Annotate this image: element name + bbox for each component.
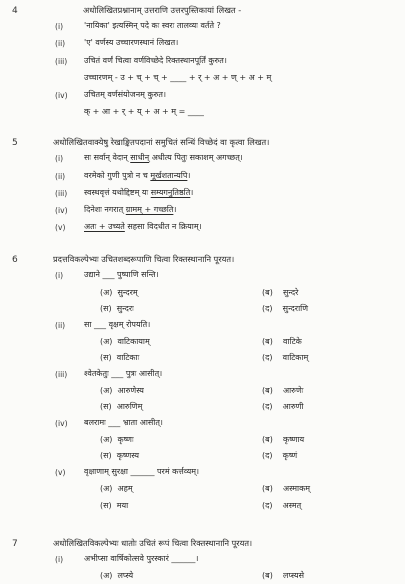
q6-item-5-text: वृक्षाणाम् सुरक्षा ______ परमं कर्त्तव्यम्। (84, 467, 200, 476)
q4-item-3-number: (iii) (55, 57, 68, 66)
q5-item-2-number: (ii) (55, 172, 66, 181)
question-5-number: 5 (12, 138, 18, 148)
question-7-number: 7 (12, 539, 18, 549)
q4-item-3-text: उचितं वर्णं चित्वा वर्णविच्छेदे रिक्तस्थानपूर्तिं कुरुत। (84, 56, 227, 65)
q4-item-3-fill-line: उच्चारणम् - उ + च् + च् + ____ + र् + अ + ण् + अ + म् (84, 73, 272, 82)
q6-item-3-text: श्वेतकेतुः ___ पुत्रः आसीत्। (84, 369, 163, 378)
q6-item-2-option-c: (स) वाटिकाः (100, 353, 140, 362)
q6-item-4-option-c: (स) कृष्णस्य (100, 451, 140, 460)
q6-item-4-option-a: (अ) कृष्णः (100, 435, 134, 444)
q7-item-1-number: (i) (55, 555, 64, 564)
q4-item-4-fill-line: क् + आ + र् + य् + अ + म् = ____ (84, 107, 204, 116)
q5-item-2-underlined: मूर्खशतान्यपि (150, 171, 188, 180)
q6-item-1-option-a: (अ) सुन्दरम् (100, 288, 138, 297)
q6-item-1-number: (i) (55, 271, 64, 280)
question-4-number: 4 (12, 6, 18, 16)
q6-item-4-option-d: (द) कृष्णं (262, 451, 298, 460)
q5-item-5-text: अतः + उच्यते सहसा विदधीत न क्रियाम्। (84, 222, 202, 231)
q6-item-1-option-d: (द) सुन्दराणि (262, 304, 308, 313)
q5-item-5-number: (v) (55, 223, 66, 232)
q5-item-3-text: स्वस्थवृत्तं यथोद्दिष्टम् यः सम्यगनुतिष्ठति। (84, 188, 194, 197)
q6-item-2-option-d: (द) वाटिकाम् (262, 353, 309, 362)
q6-item-3-option-c: (स) आरुणिम् (100, 402, 143, 411)
q6-item-2-text: सा ___ वृक्षम् रोपयति। (84, 320, 151, 329)
q6-item-5-option-d: (द) अस्मत् (262, 501, 302, 510)
q5-item-1-text: सः सर्वान् वेदान् साधीन् अधीत्य पितुः सकाशम् अगच्छत्। (84, 153, 243, 162)
q5-item-4-number: (iv) (55, 206, 68, 215)
q6-item-1-option-b: (ब) सुन्दरे (262, 288, 299, 297)
question-6-number: 6 (12, 255, 18, 265)
q6-item-2-option-a: (अ) वाटिकायाम् (100, 337, 150, 346)
q6-item-4-text: बलरामः ___ भ्राता आसीत्। (84, 418, 163, 427)
q5-item-4-underlined: ग्रामम् + गच्छति (125, 205, 174, 214)
q6-item-2-option-b: (ब) वाटिके (262, 337, 302, 346)
q4-item-4-text: उचितम् वर्णसंयोजनम् कुरुत। (84, 90, 166, 99)
q6-item-5-option-c: (स) मया (100, 501, 129, 510)
q6-item-5-option-a: (अ) अहम् (100, 484, 133, 493)
question-6-heading: प्रदत्तविकल्पेभ्यः उचितशब्दरूपाणि चित्वा रिक्तस्थानानि पूरयत। (53, 254, 235, 264)
q5-item-5-underlined: अतः + उच्यते (84, 222, 125, 231)
q6-item-2-number: (ii) (55, 321, 66, 330)
question-4-heading: अधोलिखितप्रश्नानाम् उत्तराणि उत्तरपुस्तिकायां लिखत - (83, 5, 242, 15)
q7-item-1-option-a: (अ) लप्स्ये (100, 571, 134, 580)
q6-item-5-option-b: (ब) अस्माकम् (262, 484, 310, 493)
q4-item-2-text: 'ए' वर्णस्य उच्चारणस्थानं लिखत। (84, 38, 179, 47)
q6-item-3-option-b: (ब) आरुणेः (262, 386, 304, 395)
q6-item-3-option-a: (अ) आरुणेस्य (100, 386, 144, 395)
question-7-heading: अधोलिखितविकल्पेभ्यः धातोः उचितं रूपं चित्वा रिक्तस्थानानि पूरयत। (53, 538, 253, 548)
q5-item-1-number: (i) (55, 154, 64, 163)
q6-item-5-number: (v) (55, 468, 66, 477)
q6-item-1-text: उद्याने ___ पुष्पाणि सन्ति। (84, 270, 159, 279)
q6-item-3-option-d: (द) आरुणी (262, 402, 304, 411)
q6-item-3-number: (iii) (55, 370, 68, 379)
q5-item-4-text: दिनेशः नगरात् ग्रामम् + गच्छति। (84, 205, 177, 214)
q5-item-3-underlined: सम्यगनुतिष्ठति (150, 188, 191, 197)
q5-item-2-text: वरमेको गुणी पुत्रो न च मूर्खशतान्यपि। (84, 171, 191, 180)
q4-item-4-number: (iv) (55, 91, 68, 100)
q7-item-1-option-b: (ब) लप्स्यसे (262, 571, 305, 580)
q7-item-1-text: अभीप्सा वार्षिकोत्सवे पुरस्कारं ______। (84, 554, 199, 563)
q5-item-3-number: (iii) (55, 189, 68, 198)
q4-item-2-number: (ii) (55, 39, 66, 48)
q4-item-1-text: 'नायिका' इत्यस्मिन् पदे कः स्वरः तालव्यः वर्तते ? (84, 21, 221, 30)
q6-item-4-number: (iv) (55, 419, 68, 428)
q5-item-1-underlined: साधीन् (130, 153, 150, 162)
question-5-heading: अधोलिखितवाक्येषु रेखाङ्कितपदानां समुचितं सन्धिं विच्छेदं वा कृत्वा लिखत। (53, 137, 270, 147)
q6-item-4-option-b: (ब) कृष्णाय (262, 435, 305, 444)
q6-item-1-option-c: (स) सुन्दरः (100, 304, 134, 313)
q4-item-1-number: (i) (55, 22, 64, 31)
